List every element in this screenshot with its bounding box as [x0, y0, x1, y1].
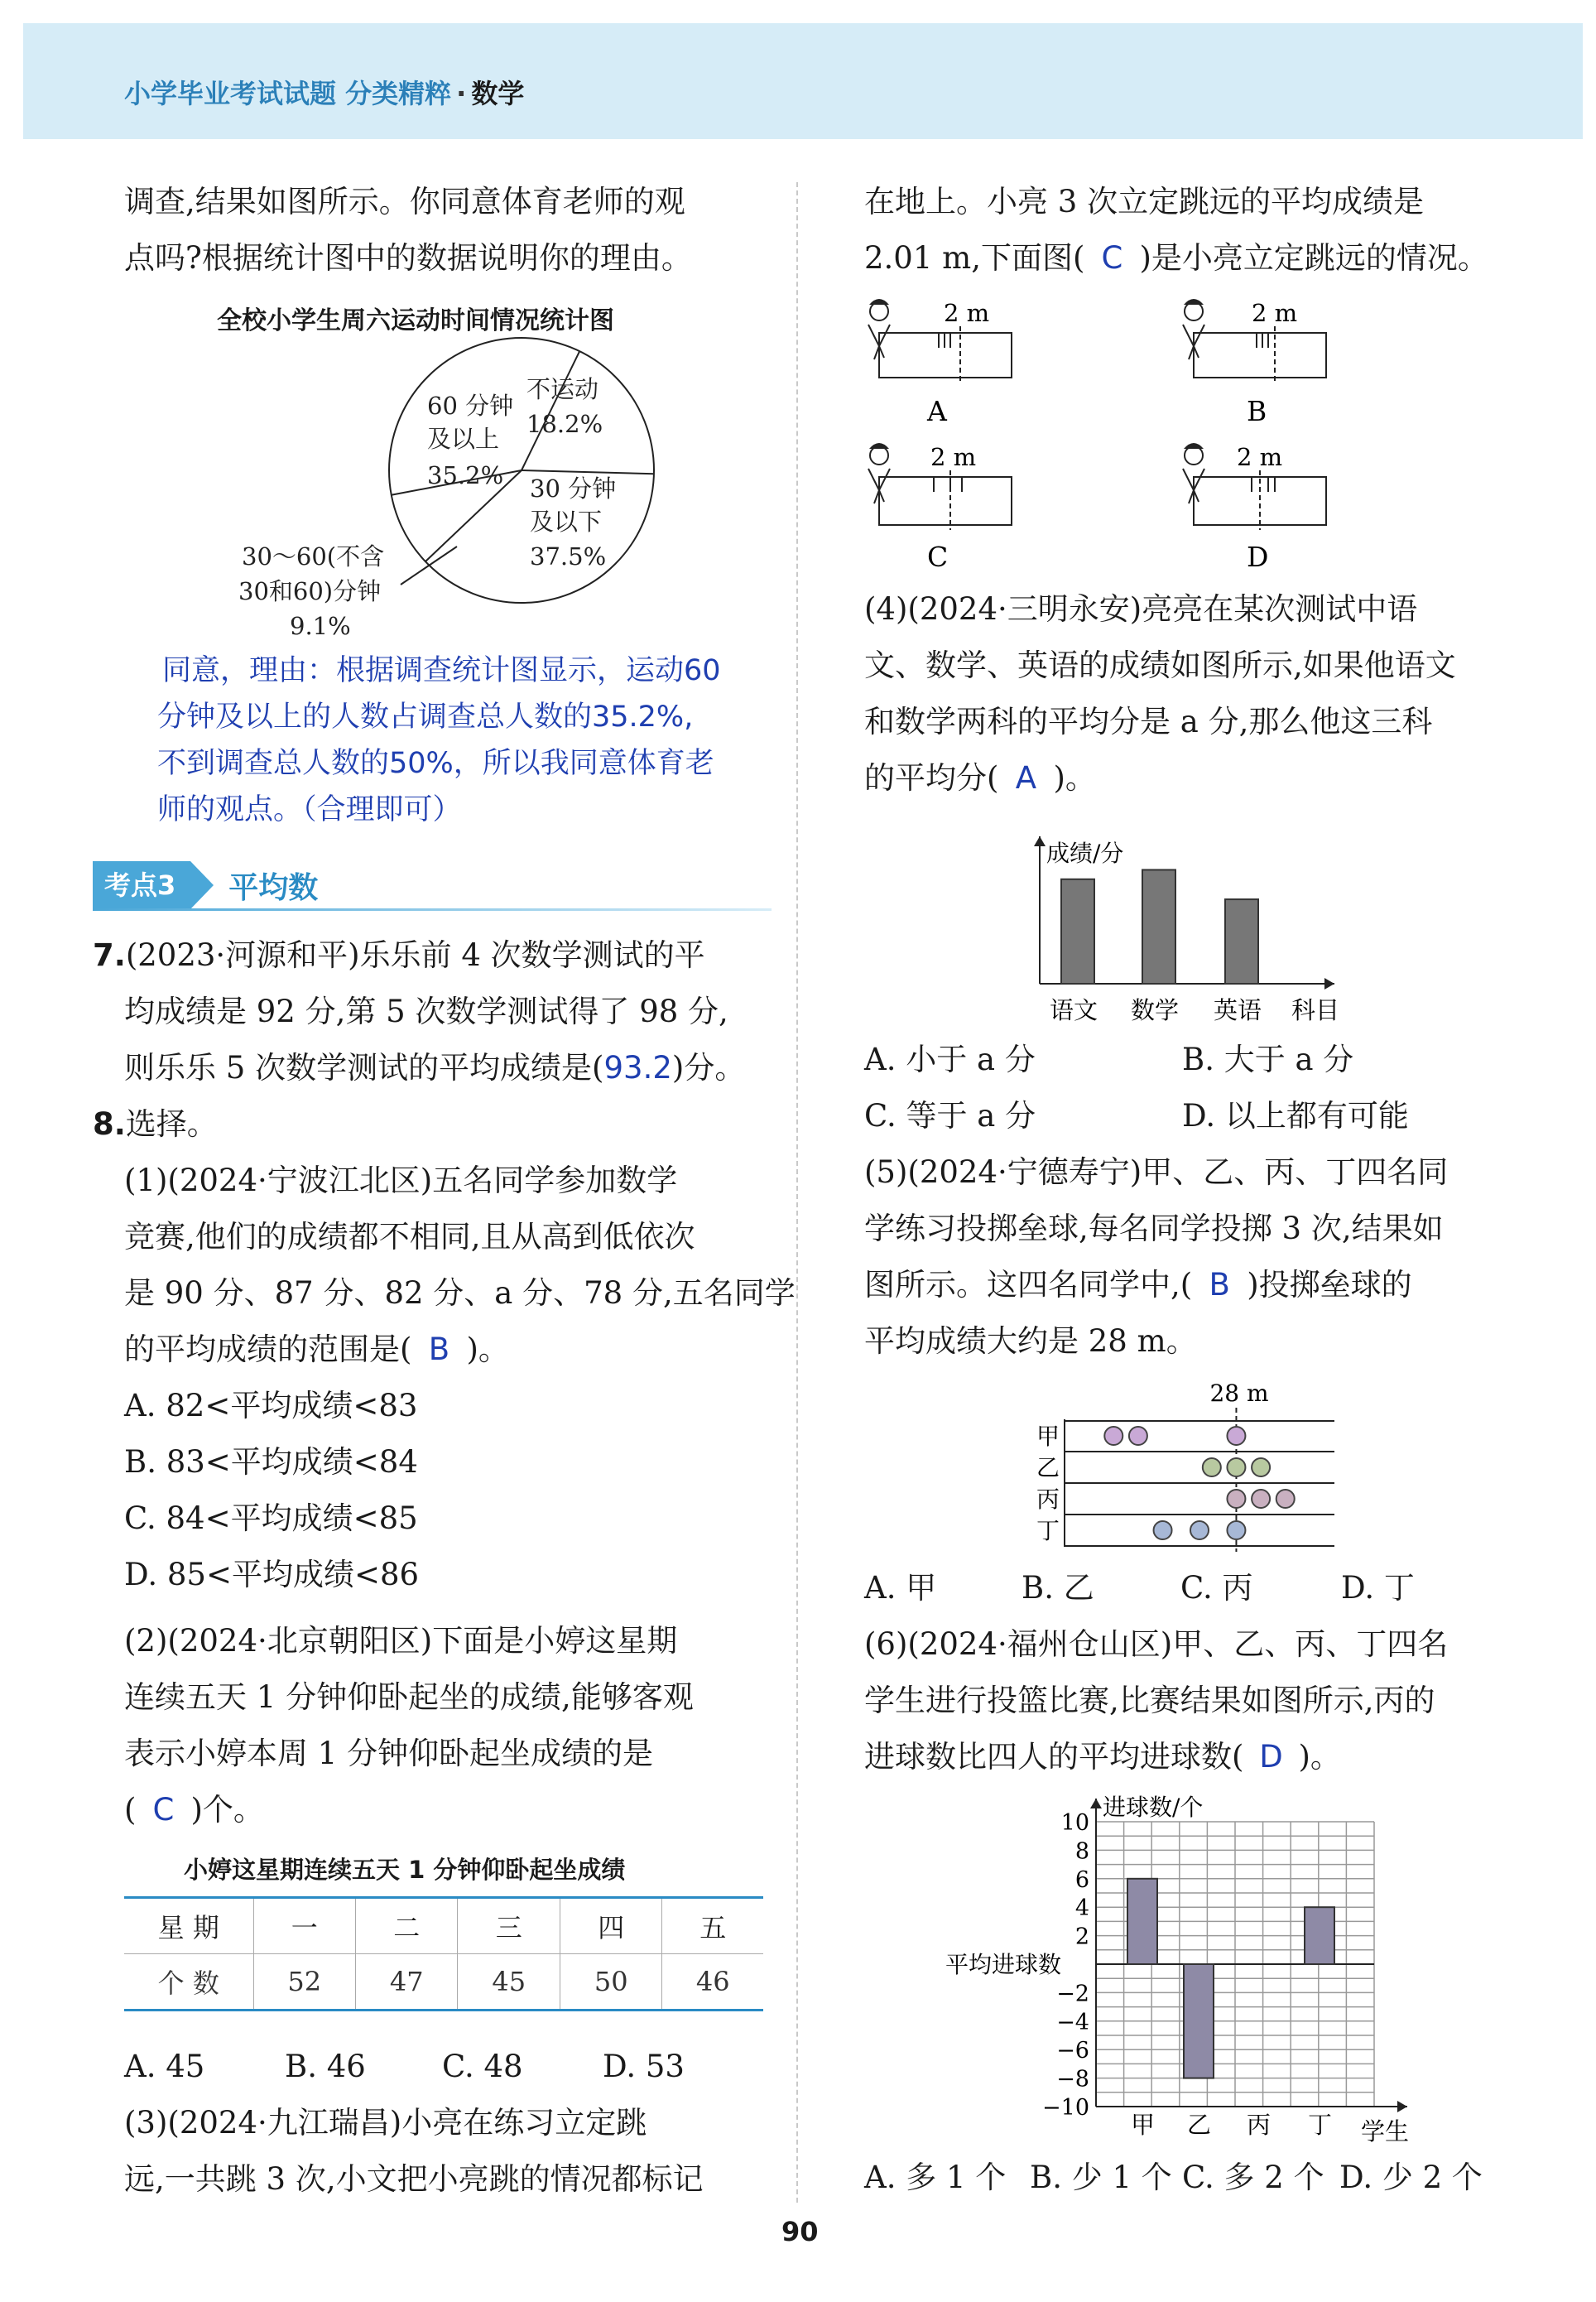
intro-line: 调查,结果如图所示。你同意体育老师的观: [124, 184, 685, 219]
y-axis-arrow: [1090, 1799, 1102, 1808]
intro-line: 点吗?根据统计图中的数据说明你的理由。: [124, 240, 692, 276]
svg-text:B: B: [1247, 395, 1267, 427]
q8-3-line: 远,一共跳 3 次,小文把小亮跳的情况都标记: [124, 2161, 704, 2197]
q8-2-line: (2)(2024·北京朝阳区)下面是小婷这星期: [124, 1623, 678, 1659]
option: C. 丙: [1180, 1570, 1253, 1606]
section-badge: 考点3: [93, 861, 190, 909]
q8-5-line: (5)(2024·宁德寿宁)甲、乙、丙、丁四名同: [864, 1154, 1449, 1190]
x-axis-label: 学生: [1361, 2117, 1410, 2145]
option: A. 多 1 个: [864, 2160, 1007, 2195]
answer-line: 不到调查总人数的50%，所以我同意体育老: [157, 747, 714, 780]
bar: [1305, 1907, 1334, 1964]
q7-text: )分。: [671, 1050, 746, 1086]
svg-text:2 m: 2 m: [930, 443, 977, 471]
reference-label: 28 m: [1209, 1380, 1269, 1407]
pie-label: 35.2%: [427, 461, 504, 489]
series-title: 小学毕业考试试题 分类精粹: [124, 78, 452, 109]
q8-3-answer: C: [1101, 240, 1123, 276]
q8-3-text: 2.01 m,下面图(: [864, 240, 1085, 276]
q8-3-text: )是小亮立定跳远的情况。: [1139, 240, 1488, 276]
pie-label: 30 分钟: [530, 474, 617, 503]
y-tick-label: 2: [1074, 1924, 1089, 1950]
y-tick-label: 8: [1074, 1838, 1089, 1865]
option: D. 53: [603, 2049, 685, 2084]
answer-line: 同意，理由：根据调查统计图显示，运动60: [162, 654, 721, 687]
svg-text:2 m: 2 m: [1237, 443, 1283, 471]
q8-1-line: (1)(2024·宁波江北区)五名同学参加数学: [124, 1163, 678, 1198]
option: B. 大于 a 分: [1182, 1042, 1354, 1077]
option: D. 以上都有可能: [1182, 1098, 1409, 1134]
page-number: 90: [781, 2216, 819, 2247]
option: B. 乙: [1022, 1570, 1094, 1606]
y-tick-label: 4: [1074, 1895, 1089, 1922]
svg-text:C: C: [927, 541, 949, 573]
table-cell: 50: [560, 1954, 661, 2011]
q8-title: 选择。: [125, 1106, 218, 1142]
q8-4-line: 文、数学、英语的成绩如图所示,如果他语文: [864, 648, 1456, 683]
option: C. 84<平均成绩<85: [124, 1500, 418, 1536]
q8-4-text: 的平均分(: [864, 760, 999, 796]
table-cell: 52: [253, 1954, 355, 2011]
table-header-cell: 个 数: [124, 1954, 253, 2011]
q8-4-line: 和数学两科的平均分是 a 分,那么他这三科: [864, 704, 1433, 739]
option: A. 小于 a 分: [864, 1042, 1036, 1077]
table-header-cell: 星 期: [124, 1898, 253, 1954]
y-axis-label: 成绩/分: [1046, 840, 1124, 867]
q8-2-line: 连续五天 1 分钟仰卧起坐的成绩,能够客观: [124, 1679, 694, 1715]
q8-1-line: 是 90 分、87 分、82 分、a 分、78 分,五名同学: [124, 1275, 796, 1311]
q8-6-text: 进球数比四人的平均进球数(: [864, 1739, 1244, 1775]
pie-label: 60 分钟: [427, 392, 514, 420]
q8-5-answer: B: [1209, 1267, 1230, 1303]
section-name: 平均数: [228, 870, 319, 905]
q8-4-text: )。: [1053, 760, 1096, 796]
option: D. 少 2 个: [1339, 2160, 1483, 2195]
x-axis-label: 科目: [1291, 996, 1340, 1024]
y-tick-label: −4: [1056, 2009, 1089, 2035]
pie-label: 及以上: [427, 425, 500, 453]
pie-label: 37.5%: [530, 542, 607, 571]
q8-2-answer: C: [152, 1792, 175, 1828]
q8-5-line: 平均成绩大约是 28 m。: [864, 1323, 1197, 1359]
q8-2-text: )个。: [190, 1792, 264, 1828]
table-cell: 一: [253, 1898, 355, 1954]
q8-2-line: 表示小婷本周 1 分钟仰卧起坐成绩的是: [124, 1736, 654, 1771]
svg-text:2 m: 2 m: [1252, 299, 1298, 327]
x-tick-label: 甲: [1131, 2111, 1156, 2139]
q7-line: (2023·河源和平)乐乐前 4 次数学测试的平: [125, 937, 705, 973]
y-tick-label: −2: [1056, 1981, 1089, 2007]
svg-text:A: A: [927, 395, 947, 427]
y-tick-label: 10: [1060, 1810, 1089, 1836]
svg-text:D: D: [1247, 541, 1269, 573]
table-cell: 五: [662, 1898, 763, 1954]
q8-6-answer: D: [1259, 1739, 1283, 1775]
q8-1-text: )。: [466, 1332, 509, 1367]
row-label: 丁: [1036, 1517, 1060, 1544]
row-label: 乙: [1036, 1454, 1060, 1481]
pie-label: 30～60(不含: [242, 542, 385, 571]
pie-label: 9.1%: [290, 612, 351, 640]
q8-5-text: )投掷垒球的: [1247, 1267, 1412, 1303]
option: B. 46: [285, 2049, 366, 2084]
pie-title: 全校小学生周六运动时间情况统计图: [217, 306, 614, 335]
table-title: 小婷这星期连续五天 1 分钟仰卧起坐成绩: [184, 1856, 626, 1884]
q8-4-answer: A: [1015, 760, 1037, 796]
q8-4-line: (4)(2024·三明永安)亮亮在某次测试中语: [864, 591, 1418, 627]
y-tick-label: −10: [1042, 2095, 1089, 2121]
bar: [1184, 1964, 1214, 2078]
q8-6-line: 学生进行投篮比赛,比赛结果如图所示,丙的: [864, 1683, 1435, 1718]
x-axis-arrow: [1397, 2101, 1407, 2112]
q8-5-text: 图所示。这四名同学中,(: [864, 1267, 1193, 1303]
table-cell: 二: [355, 1898, 457, 1954]
option: B. 83<平均成绩<84: [124, 1444, 418, 1480]
option: D. 85<平均成绩<86: [124, 1557, 420, 1592]
q8-5-line: 学练习投掷垒球,每名同学投掷 3 次,结果如: [864, 1211, 1444, 1246]
x-tick-label: 丁: [1308, 2111, 1333, 2139]
pie-label: 18.2%: [526, 410, 603, 438]
q8-2-text: (: [124, 1792, 137, 1828]
q8-6-text: )。: [1298, 1739, 1341, 1775]
y-tick-label: −6: [1056, 2038, 1089, 2064]
question-number: 7.: [93, 937, 126, 973]
x-tick-label: 英语: [1214, 996, 1262, 1024]
option: C. 48: [442, 2049, 523, 2084]
pie-label: 及以下: [530, 508, 603, 536]
option: B. 少 1 个: [1030, 2160, 1172, 2195]
x-tick-label: 语文: [1050, 996, 1098, 1024]
x-tick-label: 数学: [1131, 996, 1180, 1024]
q8-3-line: 在地上。小亮 3 次立定跳远的平均成绩是: [864, 184, 1425, 219]
q7-text: 则乐乐 5 次数学测试的平均成绩是(: [124, 1050, 604, 1086]
table-cell: 45: [458, 1954, 560, 2011]
x-tick-label: 丙: [1247, 2111, 1272, 2139]
table-cell: 三: [458, 1898, 560, 1954]
answer-line: 分钟及以上的人数占调查总人数的35.2%,: [157, 701, 694, 734]
y-tick-label: 6: [1074, 1866, 1089, 1893]
option: A. 甲: [864, 1570, 937, 1606]
option: C. 等于 a 分: [864, 1098, 1036, 1134]
q8-1-answer: B: [428, 1332, 450, 1367]
table-cell: 四: [560, 1898, 661, 1954]
option: C. 多 2 个: [1182, 2160, 1324, 2195]
pie-label: 30和60)分钟: [238, 577, 382, 605]
subject-label: 数学: [471, 78, 525, 109]
option: A. 45: [124, 2049, 205, 2084]
y-tick-label: −8: [1056, 2066, 1089, 2093]
option: D. 丁: [1341, 1570, 1415, 1606]
answer-line: 师的观点。（合理即可）: [157, 793, 462, 826]
row-label: 丙: [1036, 1486, 1060, 1513]
y-axis-label: 进球数/个: [1103, 1794, 1204, 1821]
q8-1-text: 的平均成绩的范围是(: [124, 1332, 412, 1367]
svg-text:2 m: 2 m: [944, 299, 990, 327]
row-label: 甲: [1036, 1423, 1060, 1450]
question-number: 8.: [93, 1106, 126, 1142]
title-separator: ·: [456, 78, 467, 109]
baseline-label: 平均进球数: [945, 1951, 1062, 1978]
q7-answer: 93.2: [603, 1050, 672, 1086]
table-cell: 46: [662, 1954, 763, 2011]
q7-line: 均成绩是 92 分,第 5 次数学测试得了 98 分,: [124, 994, 728, 1029]
q8-1-line: 竞赛,他们的成绩都不相同,且从高到低依次: [124, 1219, 695, 1255]
q8-6-line: (6)(2024·福州仓山区)甲、乙、丙、丁四名: [864, 1626, 1449, 1662]
option: A. 82<平均成绩<83: [124, 1388, 418, 1423]
table-cell: 47: [355, 1954, 457, 2011]
x-tick-label: 乙: [1187, 2111, 1212, 2139]
q8-3-line: (3)(2024·九江瑞昌)小亮在练习立定跳: [124, 2105, 647, 2141]
bar: [1127, 1879, 1157, 1964]
pie-label: 不运动: [526, 375, 599, 403]
